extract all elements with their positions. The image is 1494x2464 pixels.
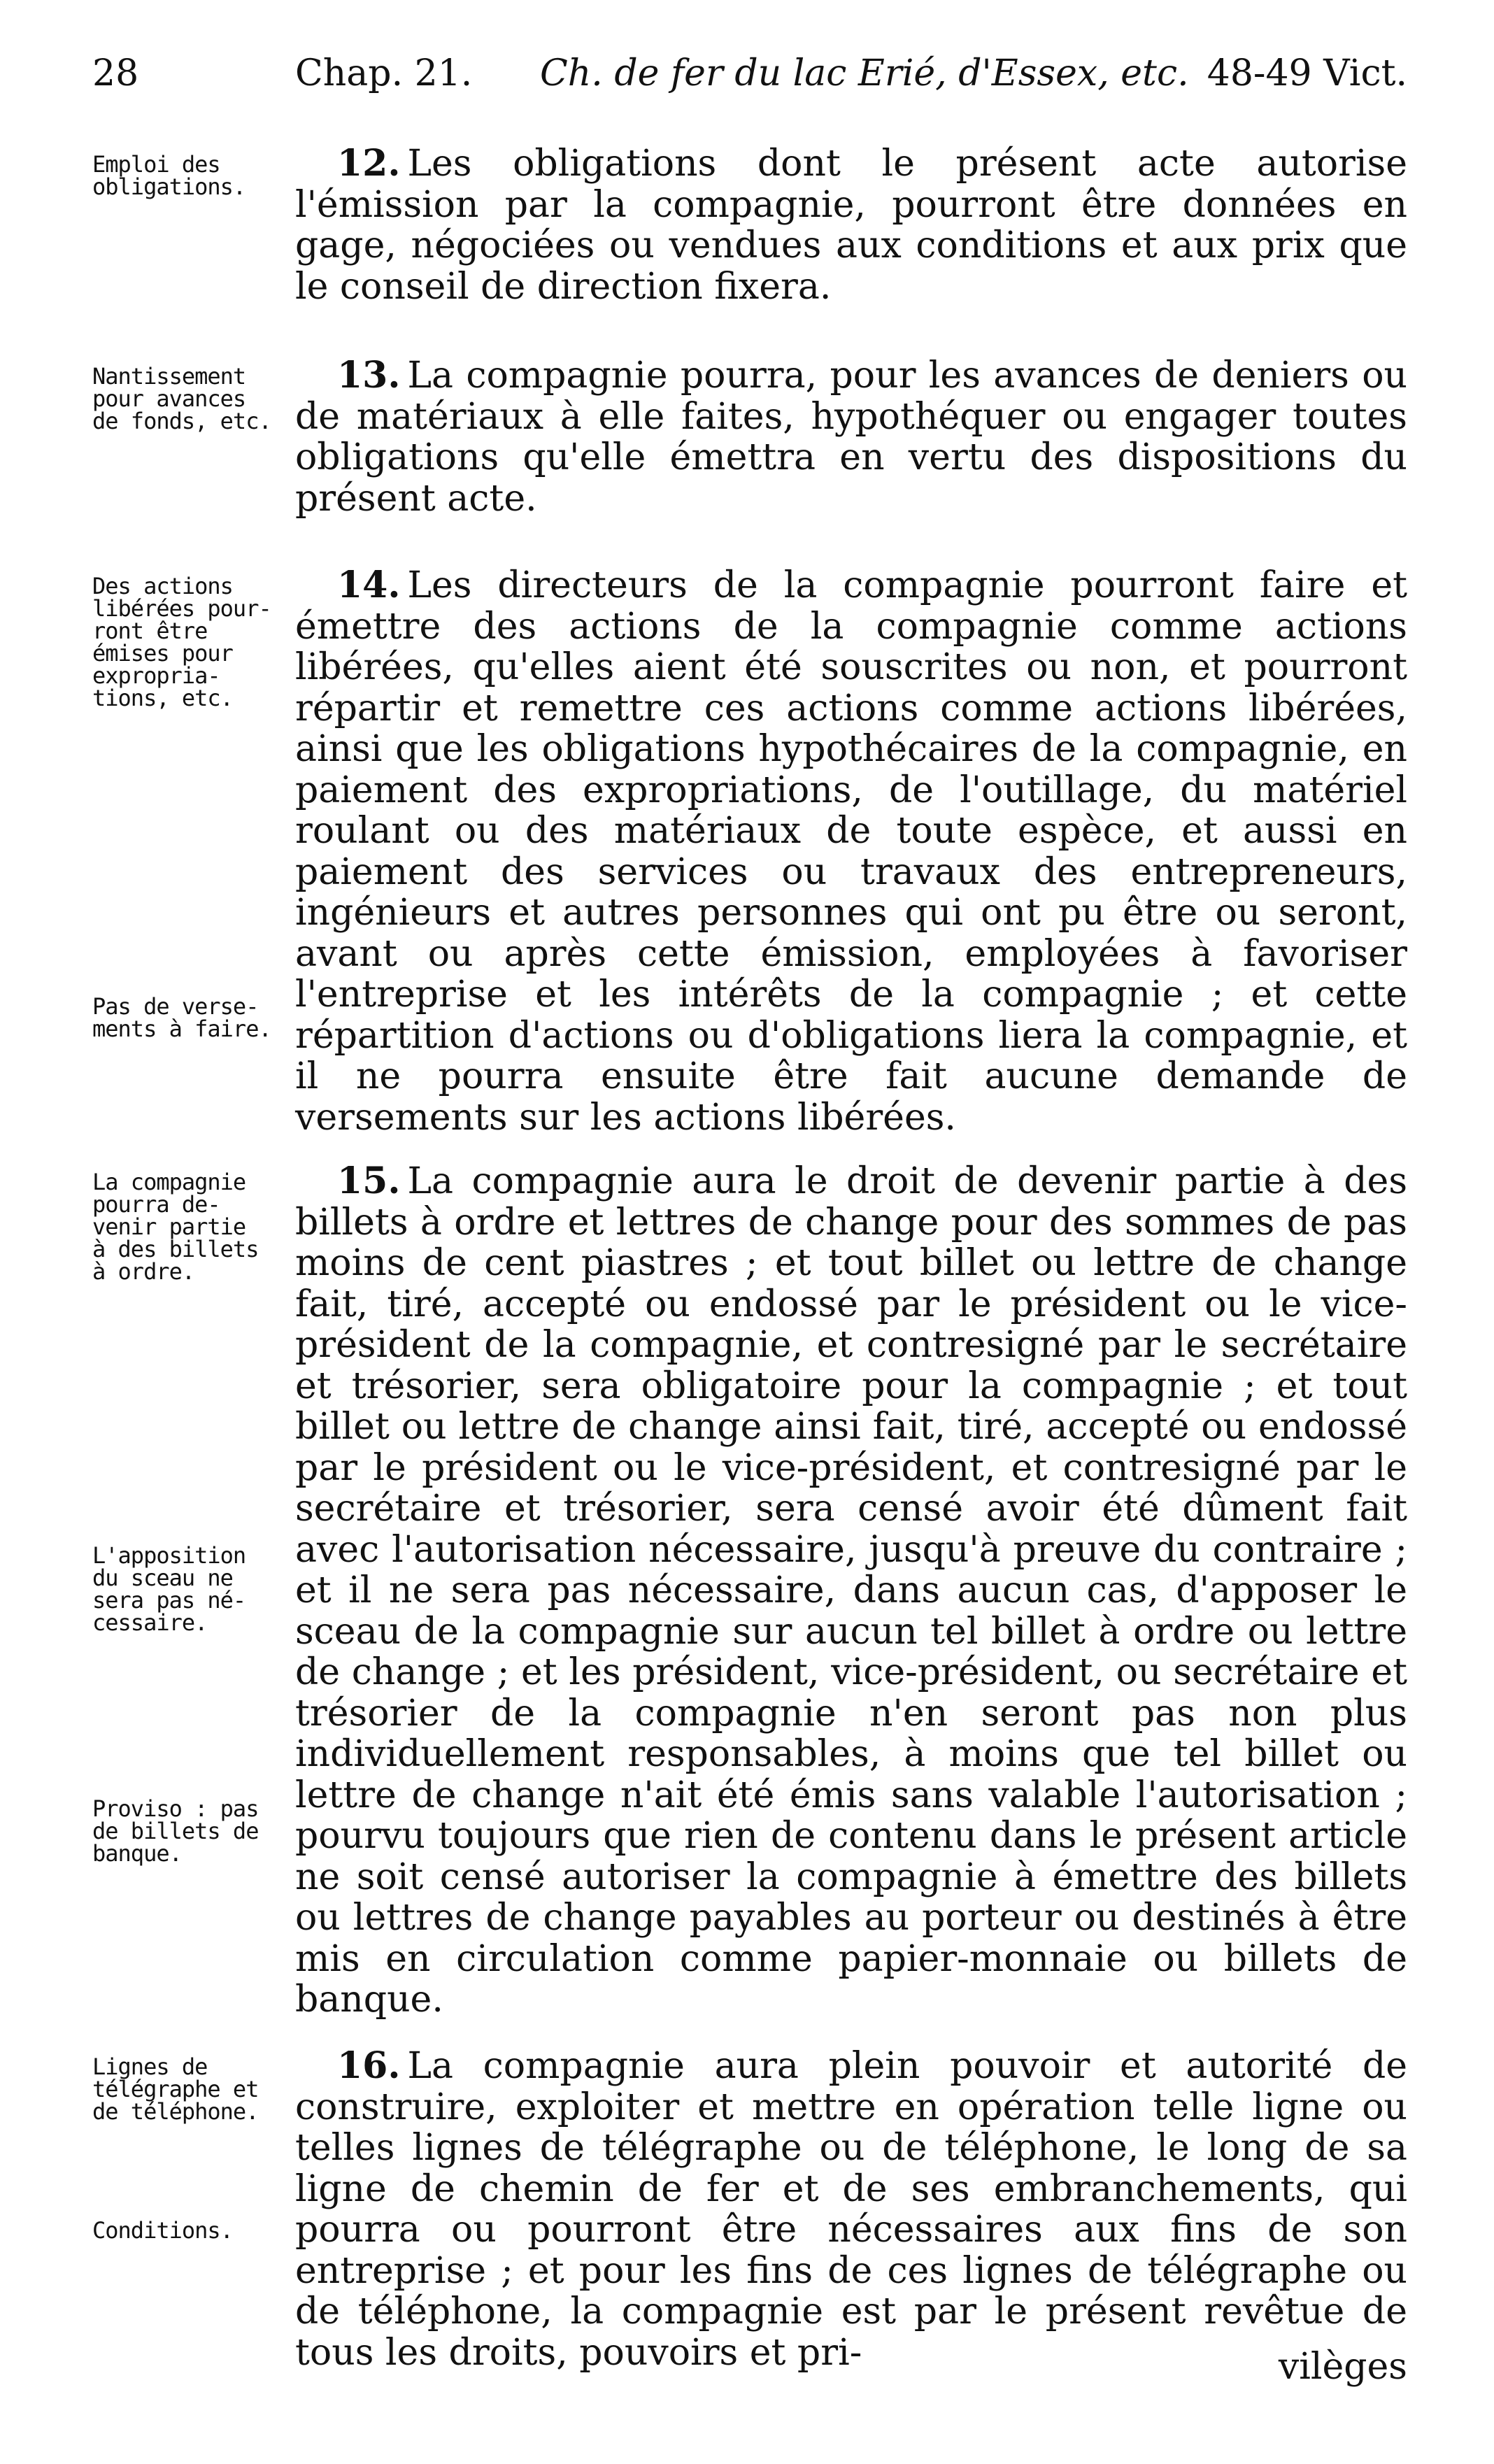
margin-note: Proviso : pas de billets de banque.	[92, 1795, 259, 1867]
margin-note: Lignes de télégraphe et de téléphone.	[92, 2053, 259, 2125]
section-body	[295, 565, 1407, 1138]
section-text: La compagnie aura le droit de devenir partie à des billets à ordre et lettres de change pour des sommes de pas moins de cent piastres ; et tout billet ou lettre de change fait, tiré, accepté ou endossé par le président ou le vice-président de la compagnie, et contresigné par le secrétaire et trésorier, sera obligatoire pour la compagnie ; et tout billet ou lettre de change ainsi fait, tiré, accepté ou endossé par le président ou le vice-président, et contresigné par le secrétaire et trésorier, sera censé avoir été dûment fait avec l'autorisation nécessaire, jusqu'à preuve du contraire ; et il ne sera pas nécessaire, dans aucun cas, d'apposer le sceau de la compagnie sur aucun tel billet à ordre ou lettre de change ; et les président, vice-président, ou secrétaire et trésorier de la compagnie n'en seront pas non plus individuellement responsables, à moins que tel billet ou lettre de change n'ait été émis sans valable l'autorisation ; pourvu toujours que rien de contenu dans le présent article ne soit censé autoriser la compagnie à émettre des billets ou lettres de change payables au porteur ou destinés à être mis en circulation comme papier-monnaie ou billets de banque.	[295, 1160, 1407, 2021]
margin-note: Nantissement pour avances de fonds, etc.	[92, 363, 271, 434]
running-title: Ch. de fer du lac Erié, d'Essex, etc.	[540, 52, 1189, 94]
margin-note: L'apposition du sceau ne sera pas né- cessaire.	[92, 1542, 246, 1636]
section-text: La compagnie aura plein pouvoir et autorité de construire, exploiter et mettre en opération telle ligne ou telles lignes de télégraphe ou de téléphone, le long de sa ligne de chemin de fer et de ses embranchements, qui pourra ou pourront être nécessaires aux fins de son entreprise ; et pour les fins de ces lignes de télégraphe ou de téléphone, la compagnie est par le présent revêtue de tous les droits, pouvoirs et pri-	[295, 2045, 1407, 2374]
section-body	[295, 2046, 1407, 2373]
section-text: Les directeurs de la compagnie pourront faire et émettre des actions de la compagnie comme actions libérées, qu'elles aient été souscrites ou non, et pourront répartir et remettre ces actions comme actions libérées, ainsi que les obligations hypothécaires de la compagnie, en paiement des expropriations, de l'outillage, du matériel roulant ou des matériaux de toute espèce, et aussi en paiement des services ou travaux des entrepreneurs, ingénieurs et autres personnes qui ont pu être ou seront, avant ou après cette émission, employées à favoriser l'entreprise et les intérêts de la compagnie ; et cette répartition d'actions ou d'obligations liera la compagnie, et il ne pourra ensuite être fait aucune demande de versements sur les actions libérées.	[295, 564, 1407, 1139]
section-number: 15.	[337, 1160, 401, 1202]
page-number: 28	[92, 52, 139, 94]
section-number: 12.	[337, 142, 401, 185]
running-header	[92, 49, 1407, 98]
section-number: 16.	[337, 2044, 401, 2087]
regnal-year: 48-49 Vict.	[1207, 52, 1407, 94]
catchword: vilèges	[1278, 2346, 1407, 2388]
chapter-label: Chap. 21.	[295, 52, 473, 94]
section-body	[295, 1161, 1407, 2021]
margin-note: Pas de verse- ments à faire.	[92, 993, 271, 1042]
section-number: 14.	[337, 564, 401, 606]
section-number: 13.	[337, 354, 401, 397]
margin-note: Des actions libérées pour- ront être émises pour expropria- tions, etc.	[92, 573, 271, 711]
section-text: Les obligations dont le présent acte autorise l'émission par la compagnie, pourront être données en gage, négociées ou vendues aux conditions et aux prix que le conseil de direction fixera.	[295, 143, 1407, 308]
section-body	[295, 143, 1407, 307]
margin-note: Conditions.	[92, 2217, 233, 2244]
margin-note: Emploi des obligations.	[92, 151, 246, 200]
margin-note: La compagnie pourra de- venir partie à des billets à ordre.	[92, 1169, 259, 1285]
section-body	[295, 355, 1407, 519]
section-text: La compagnie pourra, pour les avances de deniers ou de matériaux à elle faites, hypothéquer ou engager toutes obligations qu'elle émettra en vertu des dispositions du présent acte.	[295, 355, 1407, 520]
